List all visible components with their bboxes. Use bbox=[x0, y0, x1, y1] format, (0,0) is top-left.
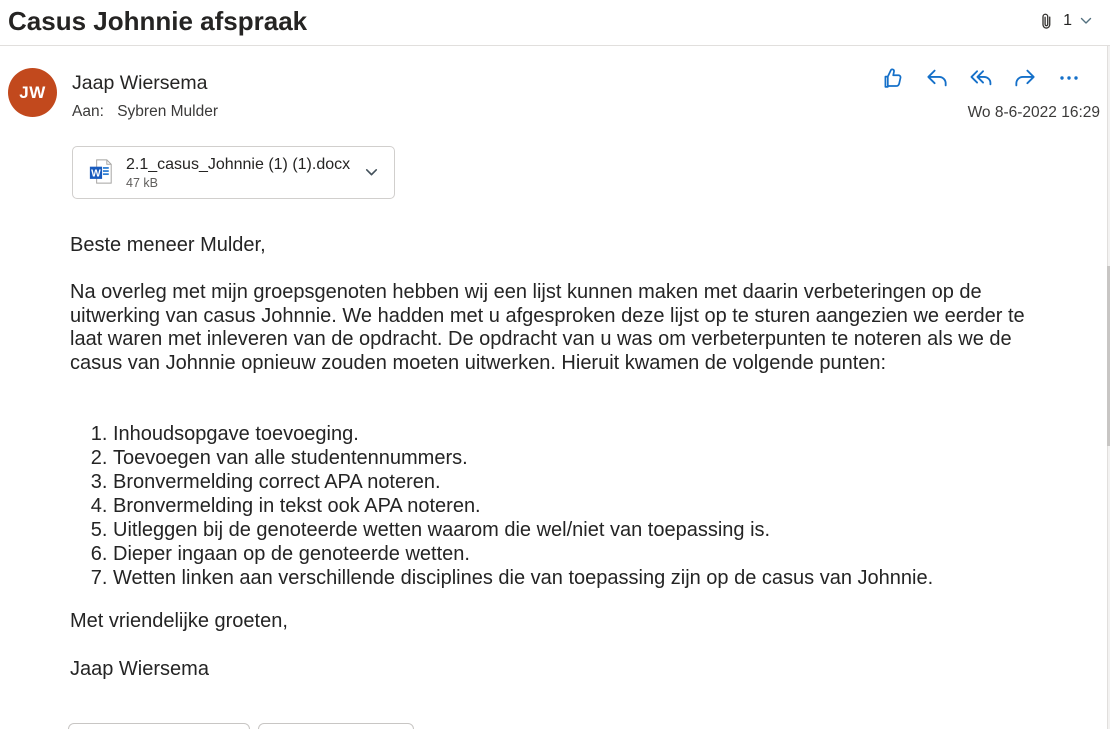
attachment-filesize: 47 kB bbox=[126, 176, 158, 190]
list-item: 6. Dieper ingaan op de genoteerde wetten. bbox=[113, 542, 933, 566]
email-subject: Casus Johnnie afspraak bbox=[8, 6, 308, 36]
sender-name[interactable]: Jaap Wiersema bbox=[72, 72, 208, 94]
to-label: Aan: bbox=[72, 103, 104, 120]
attachment-options-button[interactable] bbox=[359, 160, 384, 185]
attachment-card[interactable] bbox=[72, 146, 395, 199]
attachments-summary[interactable] bbox=[1036, 8, 1094, 34]
list-item: 4. Bronvermelding in tekst ook APA noteren. bbox=[113, 494, 933, 518]
reply-arrow-icon bbox=[924, 65, 950, 91]
reply-all-arrow-icon bbox=[968, 65, 994, 91]
attachment-count: 1 bbox=[1063, 12, 1072, 29]
body-closing: Met vriendelijke groeten, bbox=[70, 610, 288, 632]
recipient-name[interactable]: Sybren Mulder bbox=[117, 103, 218, 120]
more-actions-button[interactable] bbox=[1055, 64, 1082, 91]
forward-arrow-icon bbox=[1012, 65, 1038, 91]
avatar-initials: JW bbox=[19, 82, 46, 102]
attachment-meta bbox=[126, 155, 350, 190]
like-button[interactable] bbox=[879, 64, 906, 91]
chevron-down-icon bbox=[363, 164, 380, 181]
svg-text:W: W bbox=[91, 168, 101, 180]
ellipsis-icon bbox=[1057, 66, 1081, 90]
message-actions-toolbar bbox=[879, 64, 1082, 91]
list-item: 3. Bronvermelding correct APA noteren. bbox=[113, 470, 933, 494]
quick-reply-button[interactable] bbox=[68, 723, 250, 729]
word-document-icon bbox=[86, 157, 117, 188]
body-signature: Jaap Wiersema bbox=[70, 658, 209, 680]
thumbs-up-icon bbox=[880, 65, 906, 91]
improvement-points-list bbox=[70, 422, 933, 590]
sender-avatar[interactable] bbox=[8, 68, 57, 117]
forward-button[interactable] bbox=[1011, 64, 1038, 91]
subject-divider bbox=[0, 45, 1110, 46]
attachment-filename: 2.1_casus_Johnnie (1) (1).docx bbox=[126, 156, 351, 173]
body-greeting: Beste meneer Mulder, bbox=[70, 234, 266, 256]
chevron-down-icon[interactable] bbox=[1078, 13, 1094, 29]
recipient-line bbox=[72, 103, 218, 121]
list-item: 1. Inhoudsopgave toevoeging. bbox=[113, 422, 933, 446]
list-item: 2. Toevoegen van alle studentennummers. bbox=[113, 446, 933, 470]
quick-forward-button[interactable] bbox=[258, 723, 414, 729]
paperclip-icon bbox=[1036, 11, 1057, 32]
message-timestamp: Wo 8-6-2022 16:29 bbox=[967, 104, 1100, 121]
list-item: 7. Wetten linken aan verschillende disciplines die van toepassing zijn op de casus van Johnnie. bbox=[113, 566, 933, 590]
body-paragraph: Na overleg met mijn groepsgenoten hebben wij een lijst kunnen maken met daarin verbeteringen op de uitwerking van casus Johnnie. We hadden met u afgesproken deze lijst op te sturen aangezien we eerder te laat waren met inleveren van de opdracht. De opdracht van u was om verbeterpunten te noteren als we de casus van Johnnie opnieuw zouden moeten uitwerken. Hieruit kwamen de volgende punten: bbox=[70, 281, 1025, 374]
reply-button[interactable] bbox=[923, 64, 950, 91]
reply-all-button[interactable] bbox=[967, 64, 994, 91]
list-item: 5. Uitleggen bij de genoteerde wetten waarom die wel/niet van toepassing is. bbox=[113, 518, 933, 542]
